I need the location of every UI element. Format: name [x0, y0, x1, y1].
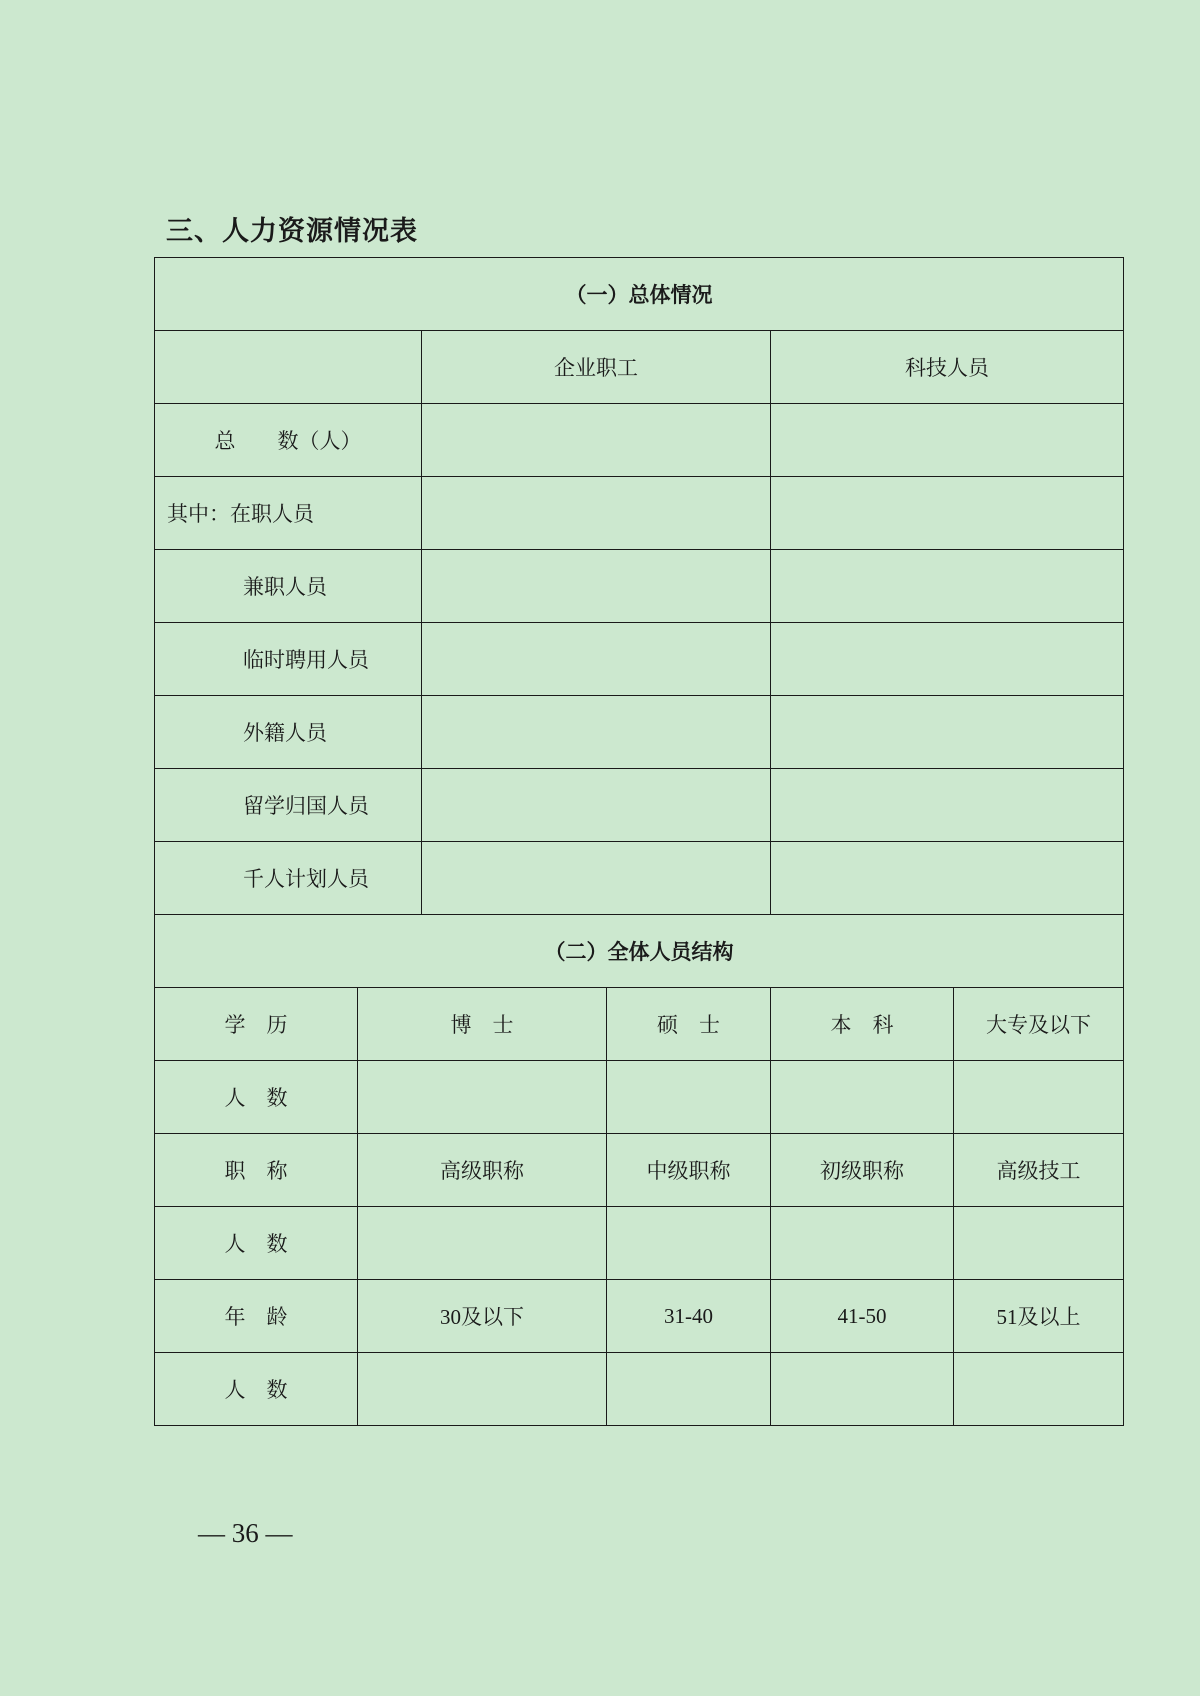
overview-row: [155, 769, 1124, 842]
cell-tech-returnees[interactable]: [771, 769, 1124, 842]
row-label-count-title: 人 数: [155, 1207, 358, 1280]
row-label-part-time: 兼职人员: [155, 550, 422, 623]
cell-count-age-30-below[interactable]: [358, 1353, 607, 1426]
header-master: 硕 士: [607, 988, 771, 1061]
overview-row: [155, 842, 1124, 915]
page-heading: 三、人力资源情况表: [166, 216, 418, 247]
col-header-tech-staff: 科技人员: [771, 331, 1124, 404]
header-age-30-below: 30及以下: [358, 1280, 607, 1353]
header-senior-title: 高级职称: [358, 1134, 607, 1207]
cell-tech-in-service[interactable]: [771, 477, 1124, 550]
row-label-count-age: 人 数: [155, 1353, 358, 1426]
row-label-returnees: 留学归国人员: [155, 769, 422, 842]
overview-row: [155, 550, 1124, 623]
cell-count-senior-title[interactable]: [358, 1207, 607, 1280]
row-label-education: 学 历: [155, 988, 358, 1061]
row-label-foreign: 外籍人员: [155, 696, 422, 769]
row-label-in-service: 其中：在职人员: [155, 477, 422, 550]
cell-employees-total[interactable]: [422, 404, 771, 477]
header-college-below: 大专及以下: [954, 988, 1124, 1061]
cell-count-age-31-40[interactable]: [607, 1353, 771, 1426]
page-number: — 36 —: [198, 1518, 293, 1548]
header-senior-technician: 高级技工: [954, 1134, 1124, 1207]
cell-employees-temporary[interactable]: [422, 623, 771, 696]
overview-row: [155, 623, 1124, 696]
cell-count-doctorate[interactable]: [358, 1061, 607, 1134]
cell-tech-temporary[interactable]: [771, 623, 1124, 696]
cell-tech-total[interactable]: [771, 404, 1124, 477]
header-doctorate: 博 士: [358, 988, 607, 1061]
section-overview-title: （一）总体情况: [155, 258, 1124, 331]
cell-count-junior-title[interactable]: [771, 1207, 954, 1280]
cell-employees-foreign[interactable]: [422, 696, 771, 769]
row-label-age: 年 龄: [155, 1280, 358, 1353]
structure-row: [155, 1134, 1124, 1207]
header-age-41-50: 41-50: [771, 1280, 954, 1353]
header-intermediate-title: 中级职称: [607, 1134, 771, 1207]
header-junior-title: 初级职称: [771, 1134, 954, 1207]
cell-count-bachelor[interactable]: [771, 1061, 954, 1134]
header-age-51-above: 51及以上: [954, 1280, 1124, 1353]
overview-corner-cell: [155, 331, 422, 404]
cell-count-intermediate-title[interactable]: [607, 1207, 771, 1280]
cell-employees-thousand-talents[interactable]: [422, 842, 771, 915]
overview-row: [155, 404, 1124, 477]
structure-row: [155, 988, 1124, 1061]
header-age-31-40: 31-40: [607, 1280, 771, 1353]
hr-table: [154, 257, 1124, 1426]
cell-tech-part-time[interactable]: [771, 550, 1124, 623]
cell-count-master[interactable]: [607, 1061, 771, 1134]
cell-count-college-below[interactable]: [954, 1061, 1124, 1134]
cell-tech-thousand-talents[interactable]: [771, 842, 1124, 915]
row-label-temporary: 临时聘用人员: [155, 623, 422, 696]
structure-row: [155, 1061, 1124, 1134]
cell-count-age-41-50[interactable]: [771, 1353, 954, 1426]
cell-employees-part-time[interactable]: [422, 550, 771, 623]
header-bachelor: 本 科: [771, 988, 954, 1061]
cell-count-senior-technician[interactable]: [954, 1207, 1124, 1280]
structure-row: [155, 1207, 1124, 1280]
section-structure-title: （二）全体人员结构: [155, 915, 1124, 988]
row-label-thousand-talents: 千人计划人员: [155, 842, 422, 915]
structure-row: [155, 1353, 1124, 1426]
row-label-total: 总 数（人）: [155, 404, 422, 477]
row-label-title: 职 称: [155, 1134, 358, 1207]
structure-row: [155, 1280, 1124, 1353]
cell-employees-returnees[interactable]: [422, 769, 771, 842]
overview-row: [155, 477, 1124, 550]
overview-row: [155, 696, 1124, 769]
col-header-employees: 企业职工: [422, 331, 771, 404]
cell-employees-in-service[interactable]: [422, 477, 771, 550]
cell-count-age-51-above[interactable]: [954, 1353, 1124, 1426]
cell-tech-foreign[interactable]: [771, 696, 1124, 769]
row-label-count-education: 人 数: [155, 1061, 358, 1134]
